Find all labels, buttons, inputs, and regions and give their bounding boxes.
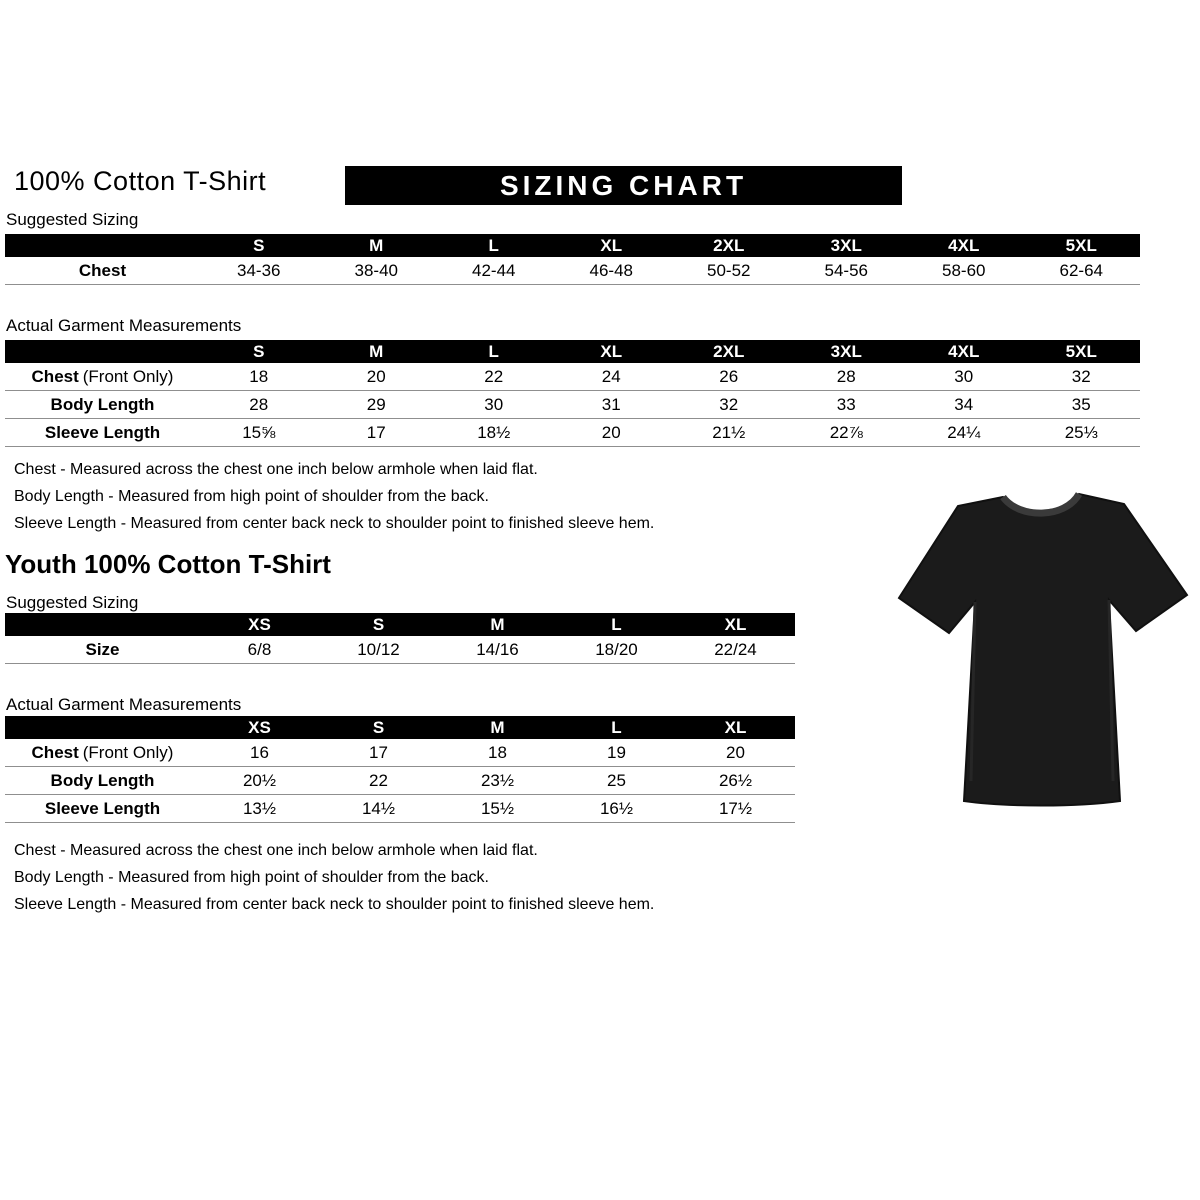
table-row [5, 363, 1140, 391]
row-label-note: (Front Only) [82, 742, 174, 762]
size-value-cell: 15½ [438, 795, 557, 823]
size-col-header: S [319, 613, 438, 636]
size-value-cell: 32 [670, 391, 788, 419]
size-value-cell: 10/12 [319, 636, 438, 664]
youth-suggested-label: Suggested Sizing [6, 593, 139, 612]
size-value-cell: 20½ [200, 767, 319, 795]
size-value-cell: 18 [438, 739, 557, 767]
row-label-cell [5, 636, 200, 664]
header-spacer [5, 613, 200, 636]
row-label-cell [5, 257, 200, 285]
tshirt-body [899, 494, 1187, 806]
size-col-header: L [557, 716, 676, 739]
row-label: Body Length [50, 770, 155, 790]
size-col-header: 3XL [788, 234, 906, 257]
size-col-header: M [318, 340, 436, 363]
size-value-cell: 18 [200, 363, 318, 391]
size-value-cell: 13½ [200, 795, 319, 823]
size-value-cell: 18½ [435, 419, 553, 447]
size-value-cell: 14½ [319, 795, 438, 823]
size-value-cell: 6/8 [200, 636, 319, 664]
note-line: Sleeve Length - Measured from center back neck to shoulder point to finished sleeve hem. [14, 515, 655, 532]
header-spacer [5, 340, 200, 363]
row-label-note: (Front Only) [82, 366, 174, 386]
page-title: 100% Cotton T-Shirt [14, 166, 267, 196]
size-value-cell: 29 [318, 391, 436, 419]
size-value-cell: 28 [788, 363, 906, 391]
youth-actual-table [5, 716, 795, 823]
table-row [5, 636, 795, 664]
size-col-header: 4XL [905, 340, 1023, 363]
note-line: Chest - Measured across the chest one inch below armhole when laid flat. [14, 461, 538, 478]
size-value-cell: 20 [318, 363, 436, 391]
size-value-cell: 25 [557, 767, 676, 795]
size-col-header: M [438, 716, 557, 739]
size-value-cell: 34-36 [200, 257, 318, 285]
row-label-cell [5, 419, 200, 447]
table-row [5, 391, 1140, 419]
header-row [5, 340, 1140, 363]
size-value-cell: 32 [1023, 363, 1141, 391]
row-label: Chest [78, 260, 127, 280]
size-value-cell: 18/20 [557, 636, 676, 664]
size-value-cell: 58-60 [905, 257, 1023, 285]
size-value-cell: 24 [553, 363, 671, 391]
sizing-chart-banner: SIZING CHART [345, 166, 902, 205]
size-col-header: 2XL [670, 340, 788, 363]
size-value-cell: 21½ [670, 419, 788, 447]
youth-title: Youth 100% Cotton T-Shirt [5, 549, 331, 579]
size-col-header: 4XL [905, 234, 1023, 257]
adult-suggested-table [5, 234, 1140, 285]
youth-actual-label: Actual Garment Measurements [6, 695, 242, 714]
youth-suggested-table [5, 613, 795, 664]
size-value-cell: 17 [318, 419, 436, 447]
size-col-header: XL [676, 716, 795, 739]
row-label: Body Length [50, 394, 155, 414]
size-col-header: 5XL [1023, 340, 1141, 363]
note-line: Chest - Measured across the chest one inch below armhole when laid flat. [14, 842, 538, 859]
row-label-cell [5, 739, 200, 767]
size-value-cell: 20 [553, 419, 671, 447]
size-col-header: 5XL [1023, 234, 1141, 257]
size-value-cell: 46-48 [553, 257, 671, 285]
row-label-cell [5, 795, 200, 823]
size-value-cell: 16 [200, 739, 319, 767]
table-row [5, 739, 795, 767]
table-row [5, 795, 795, 823]
size-col-header: XS [200, 716, 319, 739]
row-label-cell [5, 767, 200, 795]
header-row [5, 716, 795, 739]
row-label: Sleeve Length [44, 422, 161, 442]
size-col-header: XS [200, 613, 319, 636]
size-value-cell: 31 [553, 391, 671, 419]
note-line: Body Length - Measured from high point of shoulder from the back. [14, 869, 489, 886]
size-value-cell: 17 [319, 739, 438, 767]
size-value-cell: 62-64 [1023, 257, 1141, 285]
size-col-header: XL [676, 613, 795, 636]
size-col-header: S [200, 234, 318, 257]
size-col-header: XL [553, 234, 671, 257]
note-line: Sleeve Length - Measured from center back neck to shoulder point to finished sleeve hem. [14, 896, 655, 913]
size-value-cell: 30 [905, 363, 1023, 391]
size-value-cell: 22 [435, 363, 553, 391]
size-col-header: S [200, 340, 318, 363]
size-value-cell: 15⅝ [200, 419, 318, 447]
size-col-header: 3XL [788, 340, 906, 363]
row-label: Chest [31, 742, 79, 762]
adult-actual-label: Actual Garment Measurements [6, 316, 242, 335]
row-label: Chest [31, 366, 79, 386]
size-col-header: 2XL [670, 234, 788, 257]
size-value-cell: 17½ [676, 795, 795, 823]
size-value-cell: 42-44 [435, 257, 553, 285]
tshirt-image [897, 481, 1189, 815]
size-col-header: M [318, 234, 436, 257]
size-value-cell: 22 [319, 767, 438, 795]
size-value-cell: 19 [557, 739, 676, 767]
table-row [5, 767, 795, 795]
size-value-cell: 25⅓ [1023, 419, 1141, 447]
size-value-cell: 22/24 [676, 636, 795, 664]
size-col-header: L [435, 234, 553, 257]
table-row [5, 419, 1140, 447]
header-row [5, 613, 795, 636]
adult-actual-table [5, 340, 1140, 447]
row-label: Size [85, 639, 120, 659]
header-spacer [5, 716, 200, 739]
adult-suggested-label: Suggested Sizing [6, 210, 139, 229]
size-value-cell: 50-52 [670, 257, 788, 285]
adult-measurement-notes [14, 461, 654, 542]
size-value-cell: 34 [905, 391, 1023, 419]
size-col-header: L [557, 613, 676, 636]
size-col-header: S [319, 716, 438, 739]
size-col-header: XL [553, 340, 671, 363]
size-value-cell: 33 [788, 391, 906, 419]
size-col-header: M [438, 613, 557, 636]
size-col-header: L [435, 340, 553, 363]
size-value-cell: 14/16 [438, 636, 557, 664]
note-line: Body Length - Measured from high point of shoulder from the back. [14, 488, 489, 505]
size-value-cell: 20 [676, 739, 795, 767]
youth-measurement-notes [14, 842, 654, 923]
row-label: Sleeve Length [44, 798, 161, 818]
size-value-cell: 22⅞ [788, 419, 906, 447]
size-value-cell: 26½ [676, 767, 795, 795]
size-value-cell: 30 [435, 391, 553, 419]
row-label-cell [5, 363, 200, 391]
size-value-cell: 38-40 [318, 257, 436, 285]
size-value-cell: 28 [200, 391, 318, 419]
size-value-cell: 24¼ [905, 419, 1023, 447]
header-spacer [5, 234, 200, 257]
header-row [5, 234, 1140, 257]
size-value-cell: 26 [670, 363, 788, 391]
size-value-cell: 54-56 [788, 257, 906, 285]
row-label-cell [5, 391, 200, 419]
size-value-cell: 16½ [557, 795, 676, 823]
size-value-cell: 35 [1023, 391, 1141, 419]
table-row [5, 257, 1140, 285]
size-value-cell: 23½ [438, 767, 557, 795]
